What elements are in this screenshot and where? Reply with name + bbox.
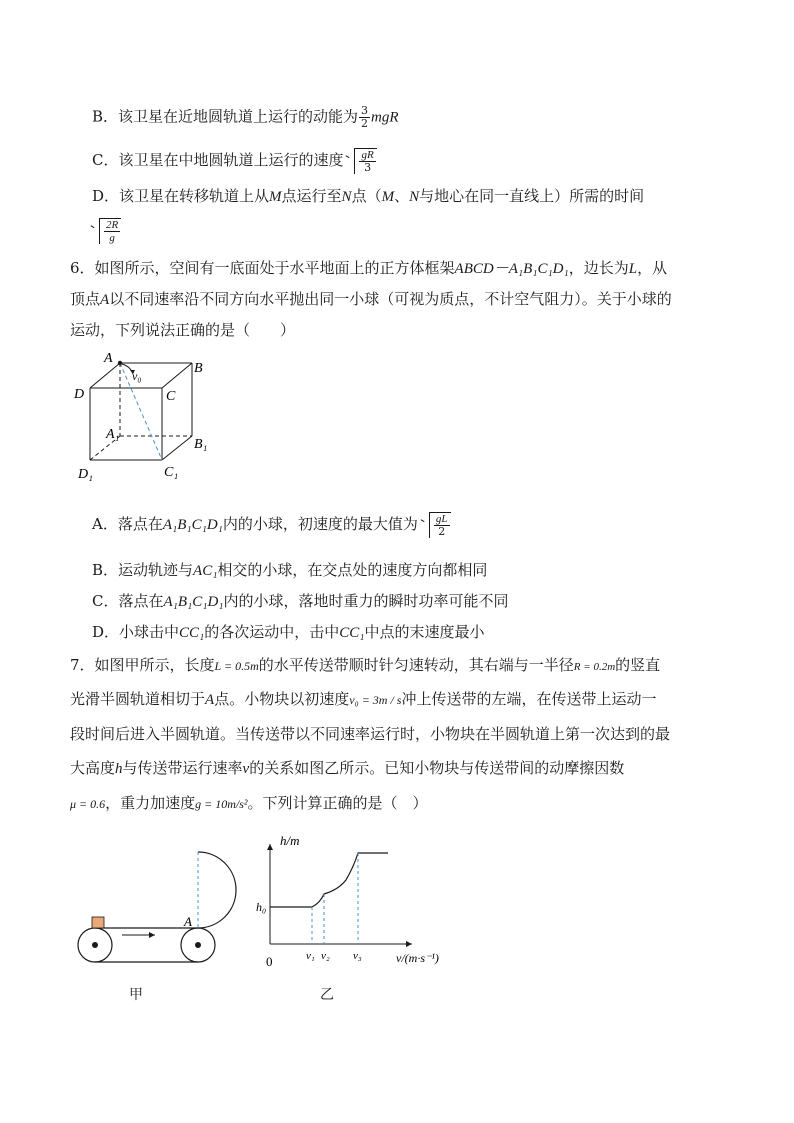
text: 中点的末速度最小 (364, 623, 485, 641)
h0-label: h₀ (256, 900, 267, 914)
q5-option-d (92, 186, 644, 207)
q6-option-c (92, 591, 509, 612)
q6-option-a (92, 512, 451, 538)
math-expr: M (381, 189, 395, 205)
caption-jia: 甲 (129, 987, 143, 1003)
q7-stem-line1 (70, 655, 660, 677)
text: 光滑半圆轨道相切于 (70, 690, 206, 708)
math-expr: A (100, 292, 110, 308)
q6-option-b (92, 560, 487, 581)
label-A1: A₁ (106, 427, 120, 442)
q6-stem-line2 (70, 289, 672, 310)
math-expr: L (628, 261, 638, 277)
text: 内的小球，落地时重力的瞬时功率可能不同 (223, 592, 509, 610)
text: 以不同速率沿不同方向水平抛出同一小球（可视为质点，不计空气阻力）。关于小球的 (109, 290, 672, 308)
graph-curve (270, 853, 388, 907)
q7-stem-line4 (70, 758, 624, 779)
q6-stem-line3 (70, 320, 295, 340)
sqrt-expr: $\frac{gL}{2}$ (420, 512, 451, 538)
text: 顶点 (70, 290, 101, 308)
x-axis-label: v/(m·s⁻¹) (396, 951, 439, 965)
math-expr: ABCD－A₁B₁C₁D₁ (454, 261, 569, 277)
math-expr: μ = 0.6 (70, 797, 106, 811)
sqrt-expr: $\frac{gR}{3}$ (345, 148, 376, 174)
math-expr: A (205, 692, 215, 708)
text: D．该卫星在转移轨道上从 (92, 187, 270, 205)
math-expr: mgR (371, 109, 399, 126)
sqrt-expr: $\frac{2R}{g}$ (90, 218, 121, 244)
text: B．运动轨迹与 (92, 561, 194, 579)
text: A．落点在 (92, 515, 163, 533)
label-D: D (74, 387, 85, 402)
q6-option-d (92, 622, 485, 643)
text: 段时间后进入半圆轨道。当传送带以不同速率运行时，小物块在半圆轨道上第一次达到的最 (70, 725, 671, 743)
math-expr: N (409, 189, 420, 205)
text: 与地心在同一直线上）所需的时间 (419, 187, 645, 205)
math-expr: h (115, 761, 123, 777)
math-expr: A₁B₁C₁D₁ (162, 517, 223, 533)
q5-option-b-text: B．该卫星在近地圆轨道上运行的动能为 (92, 107, 359, 126)
label-A-point: A (184, 914, 192, 929)
q6-stem-line1 (70, 258, 667, 279)
text: 相交的小球，在交点处的速度方向都相同 (217, 561, 488, 579)
q5-option-c-text: C．该卫星在中地圆轨道上运行的速度 (92, 151, 344, 169)
math-expr: L = 0.5m (214, 659, 259, 673)
pulley-right (195, 942, 201, 948)
math-expr: v (242, 761, 250, 777)
label-D1: D₁ (78, 467, 93, 482)
v1-label: v₁ (306, 950, 315, 962)
math-expr: N (341, 189, 352, 205)
q7-stem-line5 (70, 793, 428, 814)
block (92, 917, 104, 928)
text: 的各次运动中，击中 (204, 623, 340, 641)
fraction: $\frac{3}{2}$ (361, 104, 369, 130)
text: 冲上传送带的左端，在传送带上运动一 (401, 690, 657, 708)
q7-stem-line2 (70, 689, 656, 710)
math-expr: v₀ = 3m / s (349, 693, 402, 707)
text: 的竖直 (615, 656, 661, 674)
text: 的关系如图乙所示。已知小物块与传送带间的动摩擦因数 (249, 759, 625, 777)
v3-label: v₃ (353, 950, 362, 962)
text: 内的小球，初速度的最大值为 (222, 515, 418, 533)
text: 运动，下列说法正确的是（ ） (70, 321, 296, 339)
text: 。下列计算正确的是（ ） (247, 794, 428, 812)
q5-option-c (92, 148, 377, 174)
v2-label: v₂ (321, 950, 330, 962)
text: 点。小物块以初速度 (214, 690, 350, 708)
origin-label: 0 (266, 954, 273, 969)
label-C1: C₁ (164, 465, 179, 480)
text: 6．如图所示，空间有一底面处于水平地面上的正方体框架 (70, 259, 455, 277)
cube-figure (72, 348, 222, 488)
text: C．落点在 (92, 592, 164, 610)
label-A: A (104, 351, 113, 366)
math-expr: R = 0.2m (573, 661, 616, 673)
label-B1: B₁ (194, 437, 208, 452)
figure-h-v-graph (250, 828, 460, 978)
text: 7．如图甲所示，长度 (70, 656, 215, 674)
text: 与传送带运行速率 (122, 759, 243, 777)
text: ，重力加速度 (105, 794, 196, 812)
caption-yi: 乙 (320, 987, 334, 1003)
text: ，边长为 (568, 259, 629, 277)
label-B: B (194, 361, 203, 376)
text: D．小球击中 (92, 623, 180, 641)
text: 的水平传送带顺时针匀速转动，其右端与一半径 (258, 656, 574, 674)
figure-conveyor (70, 840, 250, 975)
text: 点（ (351, 187, 382, 205)
math-expr: M (269, 189, 282, 205)
q5-option-b (92, 105, 399, 130)
math-expr: CC₁ (339, 625, 365, 641)
math-expr: AC₁ (193, 563, 218, 579)
q5-option-d-formula (88, 218, 121, 244)
math-expr: CC₁ (179, 625, 205, 641)
text: 大高度 (70, 759, 116, 777)
math-expr: g = 10m/s² (195, 797, 248, 811)
label-C: C (166, 389, 176, 404)
y-axis-label: h/m (280, 833, 300, 848)
text: 、 (394, 187, 410, 205)
text: ，从 (637, 259, 668, 277)
math-expr: A₁B₁C₁D₁ (163, 594, 224, 610)
pulley-left (92, 942, 98, 948)
text: 点运行至 (281, 187, 342, 205)
label-v0: v₀ (132, 369, 142, 383)
q7-stem-line3 (70, 724, 670, 744)
